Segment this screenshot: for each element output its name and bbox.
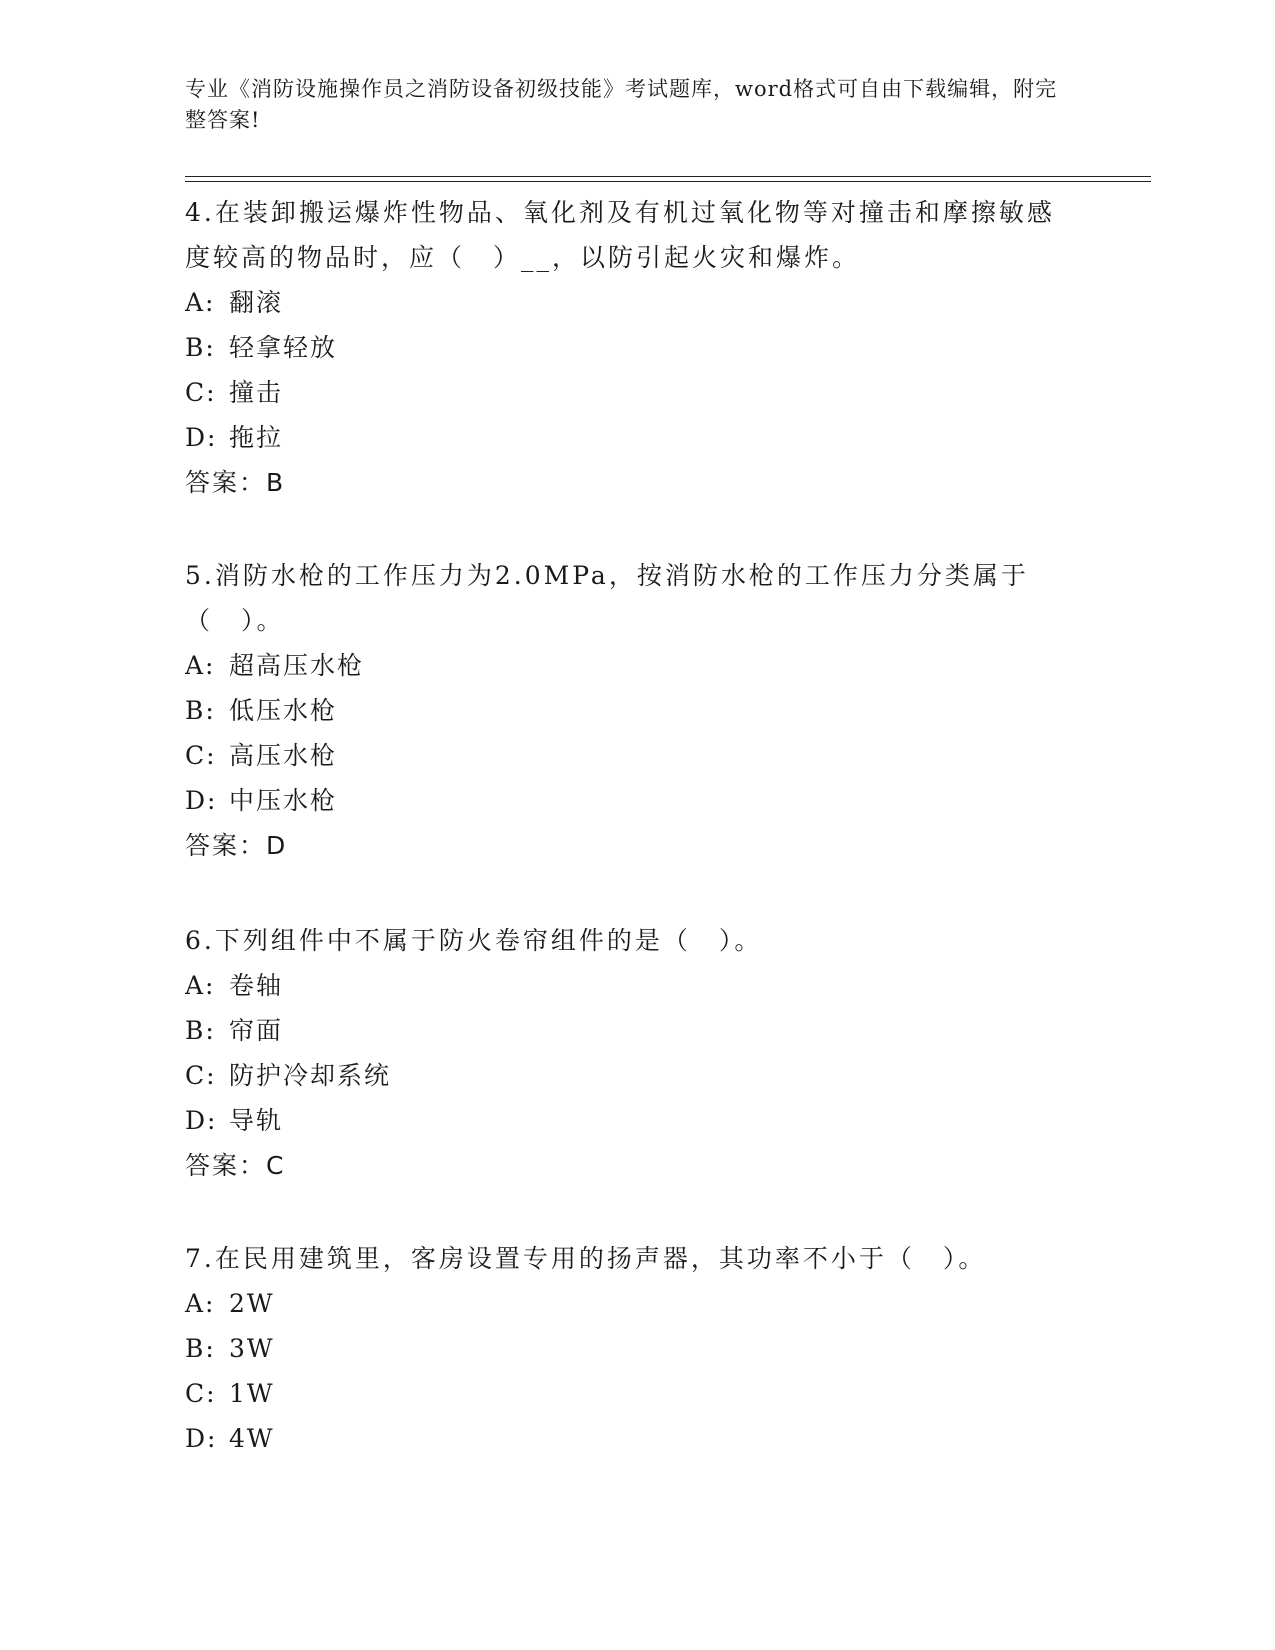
option-key: A: bbox=[185, 651, 216, 680]
answer-line: 答案：B bbox=[185, 468, 286, 497]
option-key: D: bbox=[185, 786, 218, 815]
divider-line bbox=[185, 181, 1151, 182]
option-key: D: bbox=[185, 1106, 218, 1135]
option-text: 低压水枪 bbox=[229, 696, 338, 725]
question-7 bbox=[185, 1236, 1065, 1461]
option-key: C: bbox=[185, 741, 217, 770]
option-text: 3W bbox=[229, 1334, 275, 1363]
option-text: 拖拉 bbox=[229, 423, 284, 452]
option-key: C: bbox=[185, 1379, 217, 1408]
option-key: D: bbox=[185, 1424, 218, 1453]
option-key: A: bbox=[185, 1289, 216, 1318]
option-b bbox=[185, 688, 1065, 733]
question-stem: 7.在民用建筑里，客房设置专用的扬声器，其功率不小于（ ）。 bbox=[185, 1244, 987, 1273]
option-text: 中压水枪 bbox=[229, 786, 338, 815]
option-text: 高压水枪 bbox=[229, 741, 338, 770]
divider-line bbox=[185, 176, 1151, 177]
document-intro: 专业《消防设施操作员之消防设备初级技能》考试题库，word格式可自由下载编辑，附完整答案! bbox=[185, 77, 1058, 132]
option-d bbox=[185, 1098, 1065, 1143]
option-key: C: bbox=[185, 378, 217, 407]
option-text: 1W bbox=[229, 1379, 275, 1408]
option-d bbox=[185, 415, 1065, 460]
option-b bbox=[185, 1326, 1065, 1371]
option-d bbox=[185, 1416, 1065, 1461]
option-key: D: bbox=[185, 423, 218, 452]
option-text: 轻拿轻放 bbox=[229, 333, 338, 362]
option-key: C: bbox=[185, 1061, 217, 1090]
option-key: A: bbox=[185, 288, 216, 317]
option-text: 4W bbox=[229, 1424, 275, 1453]
option-text: 防护冷却系统 bbox=[229, 1061, 392, 1090]
option-c bbox=[185, 1053, 1065, 1098]
option-text: 撞击 bbox=[229, 378, 284, 407]
answer-line: 答案：C bbox=[185, 1151, 286, 1180]
option-a bbox=[185, 643, 1065, 688]
option-a bbox=[185, 1281, 1065, 1326]
option-d bbox=[185, 778, 1065, 823]
question-4 bbox=[185, 190, 1065, 505]
question-5 bbox=[185, 553, 1065, 868]
question-stem: 4.在装卸搬运爆炸性物品、氧化剂及有机过氧化物等对撞击和摩擦敏感度较高的物品时，应（ ）__，以防引起火灾和爆炸。 bbox=[185, 198, 1055, 272]
option-a bbox=[185, 280, 1065, 325]
option-text: 翻滚 bbox=[229, 288, 284, 317]
answer-line: 答案：D bbox=[185, 831, 288, 860]
option-text: 超高压水枪 bbox=[229, 651, 365, 680]
option-c bbox=[185, 370, 1065, 415]
option-b bbox=[185, 325, 1065, 370]
question-stem: 5.消防水枪的工作压力为2.0MPa，按消防水枪的工作压力分类属于（ ）。 bbox=[185, 561, 1029, 635]
option-c bbox=[185, 1371, 1065, 1416]
option-a bbox=[185, 963, 1065, 1008]
option-text: 导轨 bbox=[229, 1106, 284, 1135]
option-b bbox=[185, 1008, 1065, 1053]
question-6 bbox=[185, 918, 1065, 1188]
option-key: B: bbox=[185, 333, 216, 362]
option-text: 卷轴 bbox=[229, 971, 284, 1000]
option-text: 2W bbox=[229, 1289, 275, 1318]
option-key: B: bbox=[185, 1334, 216, 1363]
option-key: B: bbox=[185, 1016, 216, 1045]
option-key: A: bbox=[185, 971, 216, 1000]
option-text: 帘面 bbox=[229, 1016, 284, 1045]
question-stem: 6.下列组件中不属于防火卷帘组件的是（ ）。 bbox=[185, 926, 763, 955]
option-c bbox=[185, 733, 1065, 778]
option-key: B: bbox=[185, 696, 216, 725]
